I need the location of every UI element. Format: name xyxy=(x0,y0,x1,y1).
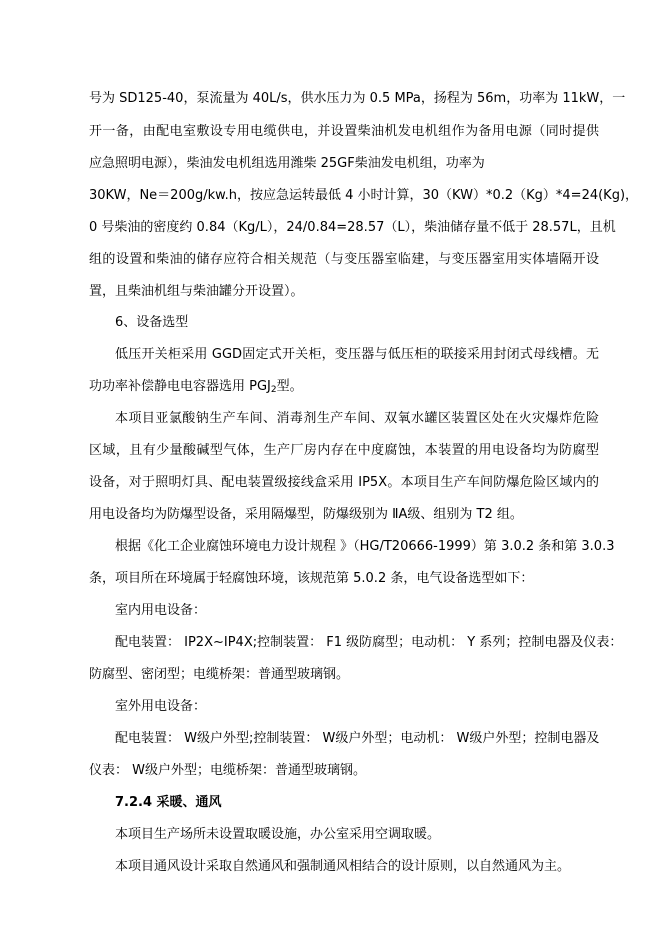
text-line: 仪表： W级户外型；电缆桥架：普通型玻璃钢。 xyxy=(89,763,366,778)
text-line: 本项目亚氯酸钠生产车间、消毒剂生产车间、双氧水罐区装置区处在火灾爆炸危险 xyxy=(115,411,599,426)
text-line: 组的设置和柴油的储存应符合相关规范（与变压器室临建，与变压器室用实体墙隔开设 xyxy=(89,252,599,267)
text-line: 防腐型、密闭型；电缆桥架：普通型玻璃钢。 xyxy=(89,667,350,682)
text-line: 根据《化工企业腐蚀环境电力设计规程 》（HG/T20666-1999）第 3.0.2 条和第 3.0.3 xyxy=(115,539,615,554)
subscript: 2 xyxy=(270,385,277,395)
text-line: 本项目生产场所未设置取暖设施，办公室采用空调取暖。 xyxy=(115,827,441,842)
text-fragment: 功功率补偿静电电容器选用 PGJ xyxy=(89,379,271,394)
text-line: 置，且柴油机组与柴油罐分开设置）。 xyxy=(89,284,304,299)
text-line: 配电装置： W级户外型;控制装置： W级户外型；电动机： W级户外型；控制电器及 xyxy=(115,731,600,746)
section-heading: 7.2.4 采暖、通风 xyxy=(115,795,222,810)
text-line: 区域，且有少量酸碱型气体，生产厂房内存在中度腐蚀，本装置的用电设备均为防腐型 xyxy=(89,443,599,458)
text-line: 0 号柴油的密度约 0.84（Kg/L），24/0.84=28.57（L），柴油储存量不低于 28.57L，且机 xyxy=(89,220,616,235)
text-line: 开一备，由配电室敷设专用电缆供电，并设置柴油机发电机组作为备用电源（同时提供 xyxy=(89,124,599,139)
text-fragment: 型。 xyxy=(276,379,303,394)
outdoor-equipment-title: 室外用电设备： xyxy=(115,699,207,714)
text-line: 配电装置： IP2X~IP4X;控制装置： F1 级防腐型；电动机： Y 系列；控制电器及仪表： xyxy=(115,635,623,650)
text-line: 条，项目所在环境属于轻腐蚀环境，该规范第 5.0.2 条，电气设备选型如下： xyxy=(89,571,534,586)
indoor-equipment-title: 室内用电设备： xyxy=(115,603,207,618)
text-line: 应急照明电源），柴油发电机组选用潍柴 25GF柴油发电机组，功率为 xyxy=(89,156,485,171)
text-line: 号为 SD125-40，泵流量为 40L/s，供水压力为 0.5 MPa，扬程为 56m，功率为 11kW，一 xyxy=(89,91,626,106)
text-line: 设备，对于照明灯具、配电装置级接线盒采用 IP5X。本项目生产车间防爆危险区域内的 xyxy=(89,475,599,490)
text-line: 低压开关柜采用 GGD固定式开关柜，变压器与低压柜的联接采用封闭式母线槽。无 xyxy=(115,347,599,362)
text-line xyxy=(89,379,303,395)
text-line: 30KW，Ne＝200g/kw.h，按应急运转最低 4 小时计算，30（KW）*0.2（Kg）*4=24(Kg)， xyxy=(89,188,639,203)
text-line: 本项目通风设计采取自然通风和强制通风相结合的设计原则，以自然通风为主。 xyxy=(115,859,571,874)
text-line: 用电设备均为防爆型设备，采用隔爆型，防爆级别为 ⅡA级、组别为 T2 组。 xyxy=(89,507,523,522)
subsection-heading: 6、设备选型 xyxy=(115,315,189,330)
